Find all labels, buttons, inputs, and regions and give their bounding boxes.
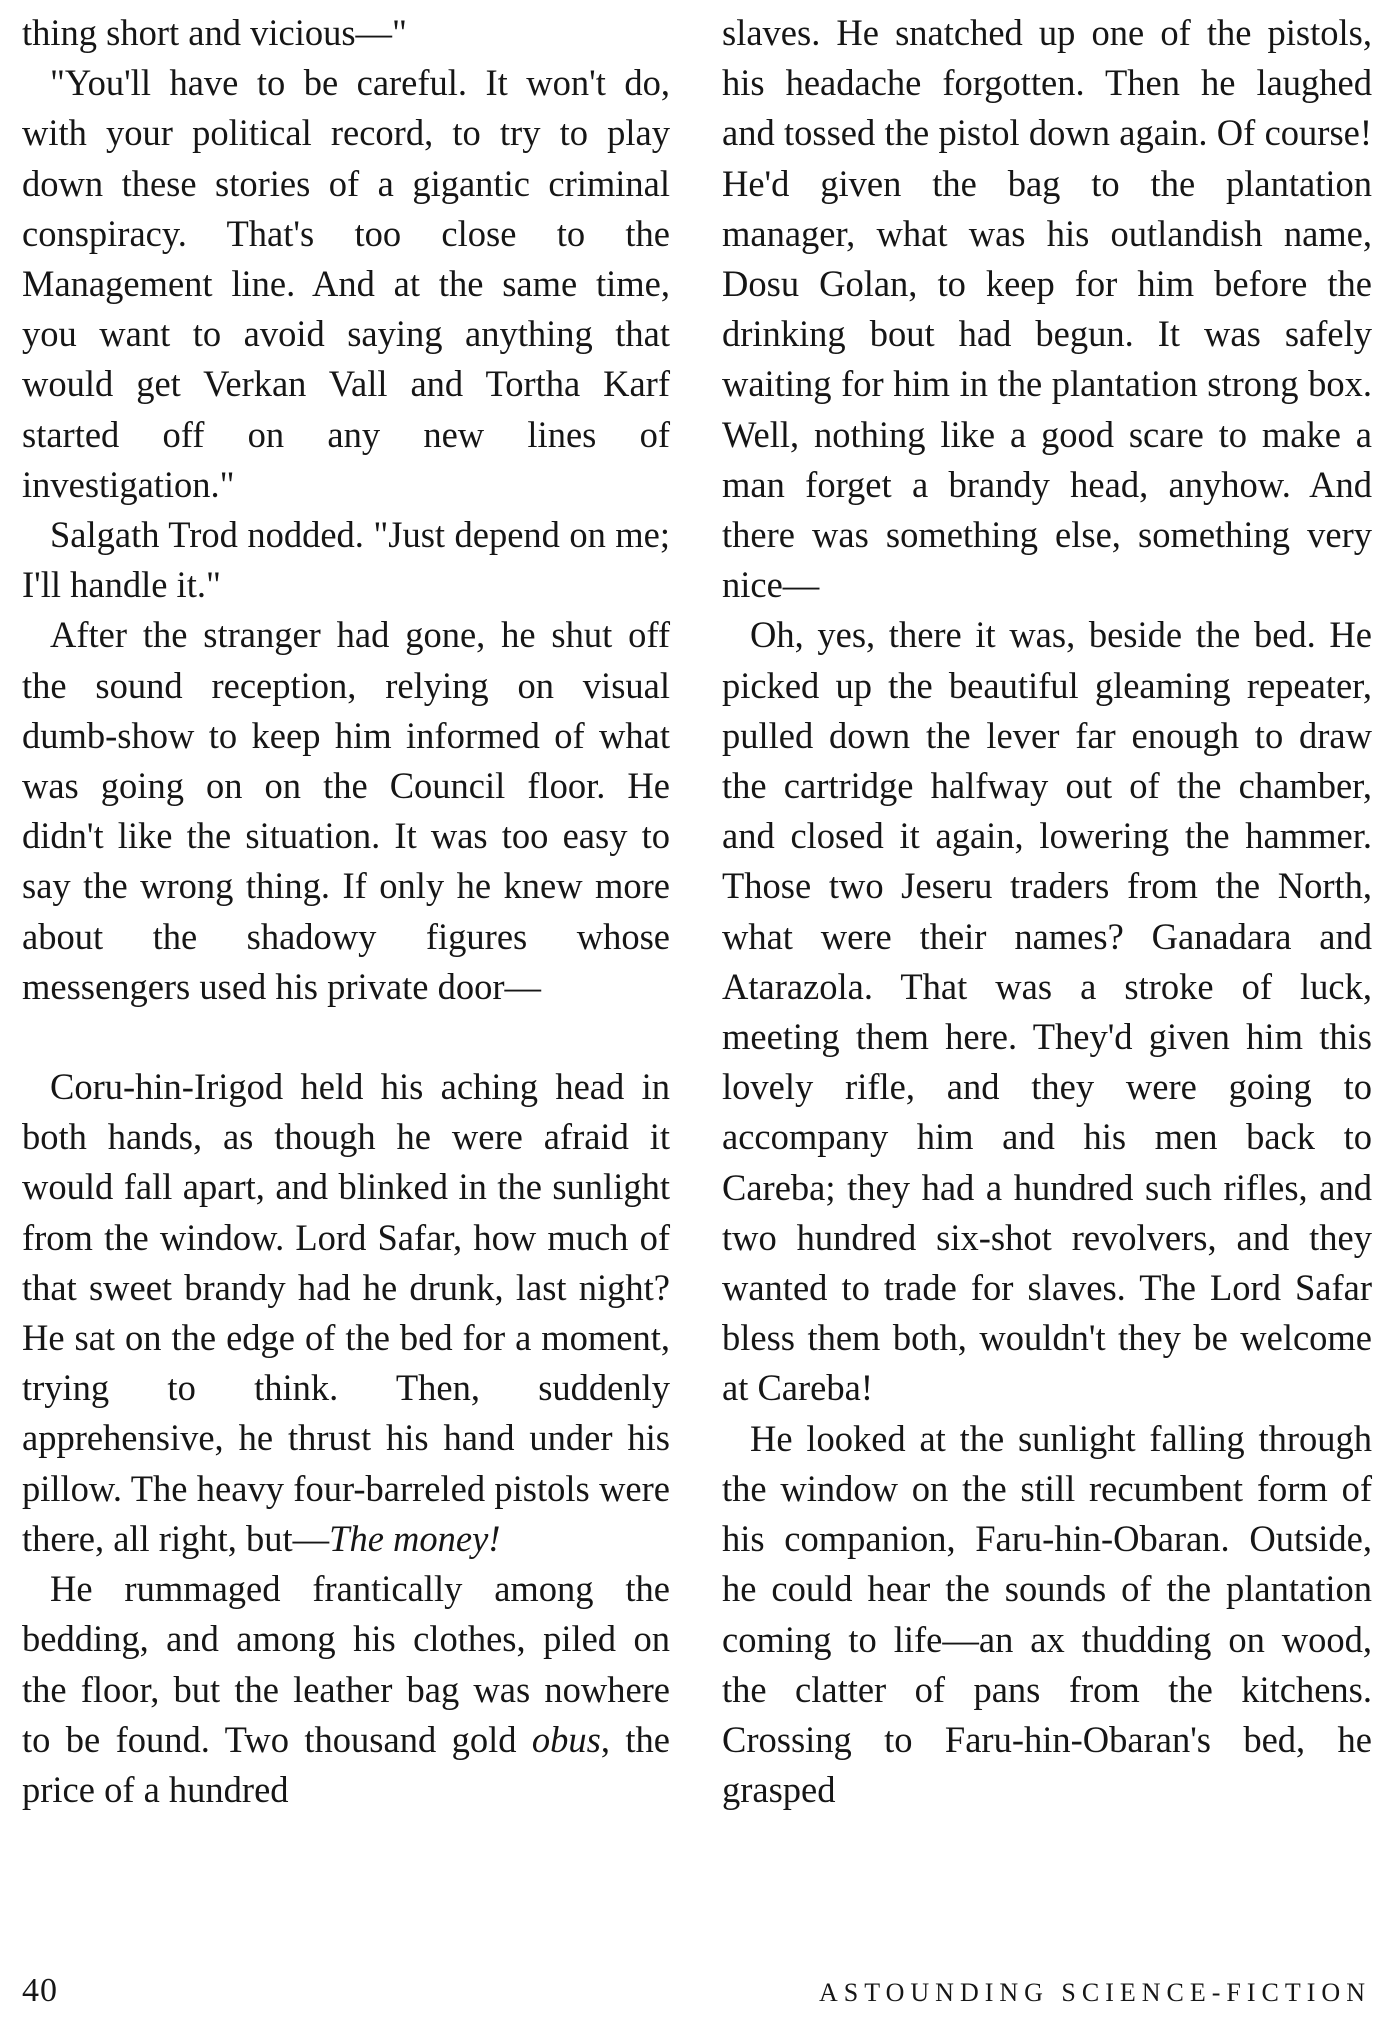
paragraph-continuation: thing short and vicious—" [22, 12, 407, 53]
emphasis-obus: obus [531, 1718, 601, 1760]
paragraph-rummaged [22, 1564, 670, 1815]
right-column [722, 8, 1372, 1815]
paragraph-coru-aching-head [22, 1062, 670, 1564]
paragraph-sunlight: He looked at the sunlight falling through the window on the still recumbent form of his companion, Faru-hin-Obaran. Outside, he could hear the sounds of the plantation coming to life—an ax thudding on wood, the clatter of pans from the kitchens. Crossing to Faru-hin-Obaran's bed, he grasped [722, 1417, 1372, 1811]
left-column [22, 8, 670, 1815]
paragraph-text: He rummaged frantically among the bedding, and among his clothes, piled on the floor, but the leather bag was nowhere to be found. Two thousand gold [22, 1568, 670, 1760]
paragraph-slaves-pistol: slaves. He snatched up one of the pistols, his headache forgotten. Then he laughed and tossed the pistol down again. Of course! He'd given the bag to the plantation manager, what was his outlandish name, Dosu Golan, to keep for him before the drinking bout had begun. It was safely waiting for him in the plantation strong box. Well, nothing like a good scare to make a man forget a brandy head, anyhow. And there was something else, something very nice— [722, 12, 1372, 606]
emphasis-the-money: The money! [329, 1517, 501, 1559]
paragraph-dialogue-careful: "You'll have to be careful. It won't do, with your political record, to try to play down these stories of a gigantic criminal conspiracy. That's too close to the Management line. And at the same time, you want to avoid saying anything that would get Verkan Vall and Tortha Karf started off on any new lines of investigation." [22, 62, 670, 505]
paragraph-text-tail: , the price of a hundred [22, 1718, 670, 1810]
paragraph-repeater: Oh, yes, there it was, beside the bed. He picked up the beautiful gleaming repeater, pulled down the lever far enough to draw the cartridge halfway out of the chamber, and closed it again, lowering the hammer. Those two Jeseru traders from the North, what were their names? Ganadara and Atarazola. That was a stroke of luck, meeting them here. They'd given him this lovely rifle, and they were going to accompany him and his men back to Careba; they had a hundred such rifles, and two hundred six-shot revolvers, and they wanted to trade for slaves. The Lord Safar bless them both, wouldn't they be welcome at Careba! [722, 614, 1372, 1409]
paragraph-text: Coru-hin-Irigod held his aching head in both hands, as though he were afraid it would fall apart, and blinked in the sunlight from the window. Lord Safar, how much of that sweet brandy had he drunk, last night? He sat on the edge of the bed for a moment, trying to think. Then, suddenly apprehensive, he thrust his hand under his pillow. The heavy four-barreled pistols were there, all right, but— [22, 1066, 670, 1559]
running-footer-title: ASTOUNDING SCIENCE-FICTION [818, 1978, 1371, 2007]
paragraph-stranger-gone: After the stranger had gone, he shut off the sound reception, relying on visual dumb-show to keep him informed of what was going on on the Council floor. He didn't like the situation. It was too easy to say the wrong thing. If only he knew more about the shadowy figures whose messengers used his private door— [22, 614, 670, 1007]
page-number: 40 [22, 1972, 58, 2009]
paragraph-salgath-nodded: Salgath Trod nodded. "Just depend on me; I'll handle it." [22, 514, 670, 606]
